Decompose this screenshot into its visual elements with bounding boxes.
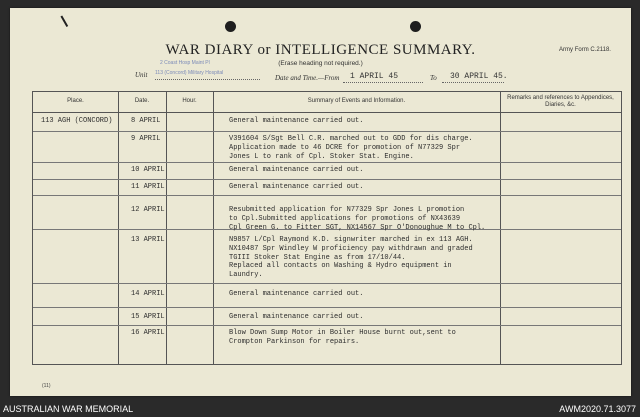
form-number: (11): [42, 383, 51, 389]
column-divider: [500, 92, 501, 364]
column-divider: [118, 92, 119, 364]
column-divider: [166, 92, 167, 364]
date-to: 30 APRIL 45.: [450, 72, 508, 81]
entry-text: General maintenance carried out.: [229, 183, 364, 191]
punch-hole: [410, 21, 421, 32]
entry-text: General maintenance carried out.: [229, 117, 364, 125]
entry-date: 15 APRIL: [131, 313, 165, 321]
entry-text: General maintenance carried out.: [229, 166, 364, 174]
entry-date: 10 APRIL: [131, 166, 165, 174]
punch-hole: [225, 21, 236, 32]
entry-text: General maintenance carried out.: [229, 313, 364, 321]
credit-accession-number: AWM2020.71.3077: [559, 404, 636, 414]
entry-text: N9857 L/Cpl Raymond K.D. signwriter marched in ex 113 AGH. NX10487 Spr Windley W proficiency pay withdrawn and graded TGIII Stoker Stat Engine as from 17/10/44. Replaced all contacts on Washing & Hydro equipment in Laundry.: [229, 236, 473, 280]
row-divider: [33, 195, 621, 196]
date-to-line: [442, 82, 504, 83]
entry-date: 14 APRIL: [131, 290, 165, 298]
row-divider: [33, 179, 621, 180]
date-from: 1 APRIL 45: [350, 72, 399, 81]
row-divider: [33, 162, 621, 163]
page-subtitle: (Erase heading not required.): [278, 60, 363, 67]
entry-text: Resubmitted application for N77329 Spr Jones L promotion to Cpl.Submitted applications for promotions of NX43639 Cpl Green G. to Fitter SGT, NX14567 Spr O'Donoughue M to Cpl.: [229, 206, 486, 232]
diary-table: [32, 91, 622, 365]
army-form-label: Army Form C.2118.: [559, 47, 611, 53]
unit-stamp-line1: 2 Coast Hosp Maint Pl: [160, 60, 210, 66]
entry-date: 13 APRIL: [131, 236, 165, 244]
unit-field-line: [155, 79, 260, 80]
entry-text: Blow Down Sump Motor in Boiler House burnt out,sent to Crompton Parkinson for repairs.: [229, 329, 456, 346]
date-from-line: [343, 82, 423, 83]
entry-text: V391604 S/Sgt Bell C.R. marched out to GDD for dis charge. Application made to 46 DCRE for promotion of N77329 Spr Jones L to rank of Cpl. Stoker Stat. Engine.: [229, 135, 473, 161]
credit-institution: AUSTRALIAN WAR MEMORIAL: [3, 404, 134, 414]
date-to-label: To: [430, 74, 437, 82]
entry-date: 16 APRIL: [131, 329, 165, 337]
column-divider: [213, 92, 214, 364]
entry-text: General maintenance carried out.: [229, 290, 364, 298]
place-cell: 113 AGH (CONCORD): [41, 117, 113, 125]
date-label: Date and Time.—From: [275, 74, 340, 82]
col-header-hour: Hour.: [182, 98, 197, 104]
diary-sheet: [10, 8, 631, 396]
page-title: WAR DIARY or INTELLIGENCE SUMMARY.: [165, 42, 476, 58]
pen-mark: [60, 13, 72, 27]
entry-date: 12 APRIL: [131, 206, 165, 214]
col-header-summary: Summary of Events and Information.: [307, 98, 406, 104]
row-divider: [33, 131, 621, 132]
row-divider: [33, 283, 621, 284]
unit-stamp-line2: 113 (Concord) Military Hospital: [155, 70, 224, 76]
row-divider: [33, 325, 621, 326]
entry-date: 9 APRIL: [131, 135, 161, 143]
entry-date: 8 APRIL: [131, 117, 161, 125]
unit-label: Unit: [135, 71, 148, 79]
entry-date: 11 APRIL: [131, 183, 165, 191]
row-divider: [33, 307, 621, 308]
col-header-date: Date.: [134, 98, 150, 104]
col-header-remarks: Remarks and references to Appendices, Diaries, &c.: [507, 95, 614, 108]
col-header-place: Place.: [67, 98, 84, 104]
